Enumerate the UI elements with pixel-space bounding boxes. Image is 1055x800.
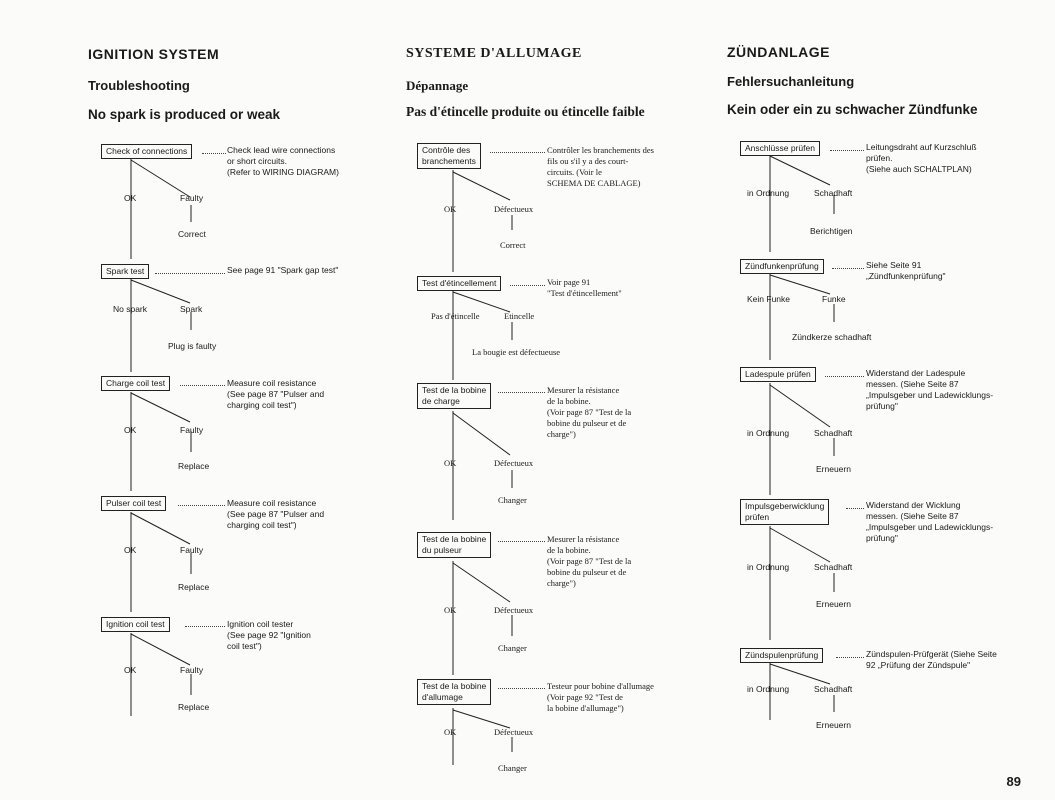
leader-line bbox=[825, 376, 864, 377]
ok-label: OK bbox=[444, 204, 457, 214]
faulty-label: Faulty bbox=[180, 545, 204, 555]
leader-line bbox=[510, 285, 545, 286]
result-label: Replace bbox=[178, 582, 210, 592]
faulty-label: Défectueux bbox=[494, 204, 534, 214]
charge-coil-test-box: Charge coil test bbox=[101, 376, 170, 391]
leader-line bbox=[830, 150, 864, 151]
section-title: SYSTEME D'ALLUMAGE bbox=[406, 46, 582, 61]
no-spark-label: No spark bbox=[113, 304, 148, 314]
pulser-coil-test-box: Test de la bobine du pulseur bbox=[417, 532, 491, 558]
section-title: ZÜNDANLAGE bbox=[727, 44, 830, 60]
result-label: Correct bbox=[178, 229, 206, 239]
charge-coil-test-box: Test de la bobine de charge bbox=[417, 383, 491, 409]
ok-label: in Ordnung bbox=[747, 562, 790, 572]
step-note: Zündspulen-Prüfgerät (Siehe Seite 92 „Prüfung der Zündspule" bbox=[866, 649, 997, 670]
ok-label: in Ordnung bbox=[747, 684, 790, 694]
pulser-coil-test-box: Pulser coil test bbox=[101, 496, 166, 511]
step-note: Widerstand der Wicklung messen. (Siehe Seite 87 „Impulsgeber und Ladewicklungs- prüfung" bbox=[866, 500, 994, 543]
spark-test-box: Test d'étincellement bbox=[417, 276, 501, 291]
step-note: Ignition coil tester (See page 92 "Ignition coil test") bbox=[227, 619, 311, 651]
faulty-label: Défectueux bbox=[494, 727, 534, 737]
ok-label: OK bbox=[444, 727, 457, 737]
section-heading: No spark is produced or weak bbox=[88, 107, 281, 122]
step-note: Leitungsdraht auf Kurzschluß prüfen. (Siehe auch SCHALTPLAN) bbox=[866, 142, 977, 174]
leader-line bbox=[498, 688, 545, 689]
result-label: Erneuern bbox=[816, 720, 851, 730]
connections-check-box: Contrôle des branchements bbox=[417, 143, 481, 169]
step-note: Widerstand der Ladespule messen. (Siehe Seite 87 „Impulsgeber und Ladewicklungs- prüfung" bbox=[866, 368, 994, 411]
section-title: IGNITION SYSTEM bbox=[88, 46, 220, 62]
step-note: Measure coil resistance (See page 87 "Pulser and charging coil test") bbox=[227, 378, 325, 410]
page-number: 89 bbox=[1006, 774, 1021, 789]
ignition-coil-test-box: Zündspulenprüfung bbox=[740, 648, 823, 663]
check-connections-box: Check of connections bbox=[101, 144, 192, 159]
step-note: Mesurer la résistance de la bobine. (Voir page 87 "Test de la bobine du pulseur et de charge") bbox=[547, 385, 632, 439]
pulser-coil-test-box: Impulsgeberwicklung prüfen bbox=[740, 499, 829, 525]
leader-line bbox=[832, 268, 864, 269]
ok-label: OK bbox=[444, 605, 457, 615]
flowchart-lines bbox=[0, 0, 400, 800]
result-label: Correct bbox=[500, 240, 526, 250]
ok-label: OK bbox=[124, 545, 137, 555]
leader-line bbox=[178, 505, 225, 506]
ok-label: OK bbox=[124, 425, 137, 435]
result-label: Changer bbox=[498, 495, 527, 505]
ok-label: in Ordnung bbox=[747, 428, 790, 438]
leader-line bbox=[498, 541, 545, 542]
column-french bbox=[400, 0, 730, 800]
faulty-label: Schadhaft bbox=[814, 562, 853, 572]
section-subtitle: Troubleshooting bbox=[88, 78, 190, 93]
leader-line bbox=[490, 152, 545, 153]
leader-line bbox=[836, 657, 864, 658]
result-label: La bougie est défectueuse bbox=[472, 347, 561, 357]
section-heading: Kein oder ein zu schwacher Zündfunke bbox=[727, 102, 978, 117]
ignition-coil-test-box: Ignition coil test bbox=[101, 617, 170, 632]
result-label: Changer bbox=[498, 763, 527, 773]
faulty-label: Schadhaft bbox=[814, 684, 853, 694]
step-note: Mesurer la résistance de la bobine. (Voir page 87 "Test de la bobine du pulseur et de charge") bbox=[547, 534, 632, 588]
section-subtitle: Dépannage bbox=[406, 78, 469, 93]
ok-label: in Ordnung bbox=[747, 188, 790, 198]
step-note: See page 91 "Spark gap test" bbox=[227, 265, 339, 275]
result-label: Replace bbox=[178, 461, 210, 471]
step-note: Contrôler les branchements des fils ou s'il y a des court- circuits. (Voir le SCHEMA DE CABLAGE) bbox=[547, 145, 654, 188]
result-label: Zündkerze schadhaft bbox=[792, 332, 872, 342]
ok-label: OK bbox=[124, 193, 137, 203]
section-subtitle: Fehlersuchanleitung bbox=[727, 74, 855, 89]
faulty-label: Défectueux bbox=[494, 458, 534, 468]
result-label: Erneuern bbox=[816, 464, 851, 474]
faulty-label: Faulty bbox=[180, 425, 204, 435]
ignition-coil-test-box: Test de la bobine d'allumage bbox=[417, 679, 491, 705]
step-note: Measure coil resistance (See page 87 "Pulser and charging coil test") bbox=[227, 498, 325, 530]
result-label: Changer bbox=[498, 643, 527, 653]
spark-test-box: Spark test bbox=[101, 264, 149, 279]
ok-label: OK bbox=[444, 458, 457, 468]
leader-line bbox=[155, 273, 225, 274]
leader-line bbox=[185, 626, 225, 627]
result-label: Berichtigen bbox=[810, 226, 853, 236]
column-german bbox=[720, 0, 1055, 800]
leader-line bbox=[846, 508, 864, 509]
leader-line bbox=[180, 385, 225, 386]
section-heading: Pas d'étincelle produite ou étincelle faible bbox=[406, 104, 645, 119]
faulty-label: Faulty bbox=[180, 193, 204, 203]
column-english bbox=[0, 0, 400, 800]
faulty-label: Défectueux bbox=[494, 605, 534, 615]
leader-line bbox=[202, 153, 226, 154]
spark-label: Etincelle bbox=[504, 311, 535, 321]
step-note: Voir page 91 "Test d'étincellement" bbox=[547, 277, 622, 298]
leader-line bbox=[498, 392, 545, 393]
spark-label: Spark bbox=[180, 304, 203, 314]
connections-check-box: Anschlüsse prüfen bbox=[740, 141, 820, 156]
charge-coil-test-box: Ladespule prüfen bbox=[740, 367, 816, 382]
result-label: Plug is faulty bbox=[168, 341, 217, 351]
step-note: Siehe Seite 91 „Zündfunkenprüfung" bbox=[866, 260, 946, 281]
faulty-label: Schadhaft bbox=[814, 428, 853, 438]
no-spark-label: Kein Funke bbox=[747, 294, 790, 304]
result-label: Replace bbox=[178, 702, 210, 712]
step-note: Check lead wire connections or short circuits. (Refer to WIRING DIAGRAM) bbox=[227, 145, 339, 177]
spark-test-box: Zündfunkenprüfung bbox=[740, 259, 824, 274]
ok-label: OK bbox=[124, 665, 137, 675]
spark-label: Funke bbox=[822, 294, 846, 304]
result-label: Erneuern bbox=[816, 599, 851, 609]
faulty-label: Faulty bbox=[180, 665, 204, 675]
faulty-label: Schadhaft bbox=[814, 188, 853, 198]
step-note: Testeur pour bobine d'allumage (Voir page 92 "Test de la bobine d'allumage") bbox=[547, 681, 654, 713]
no-spark-label: Pas d'étincelle bbox=[431, 311, 480, 321]
